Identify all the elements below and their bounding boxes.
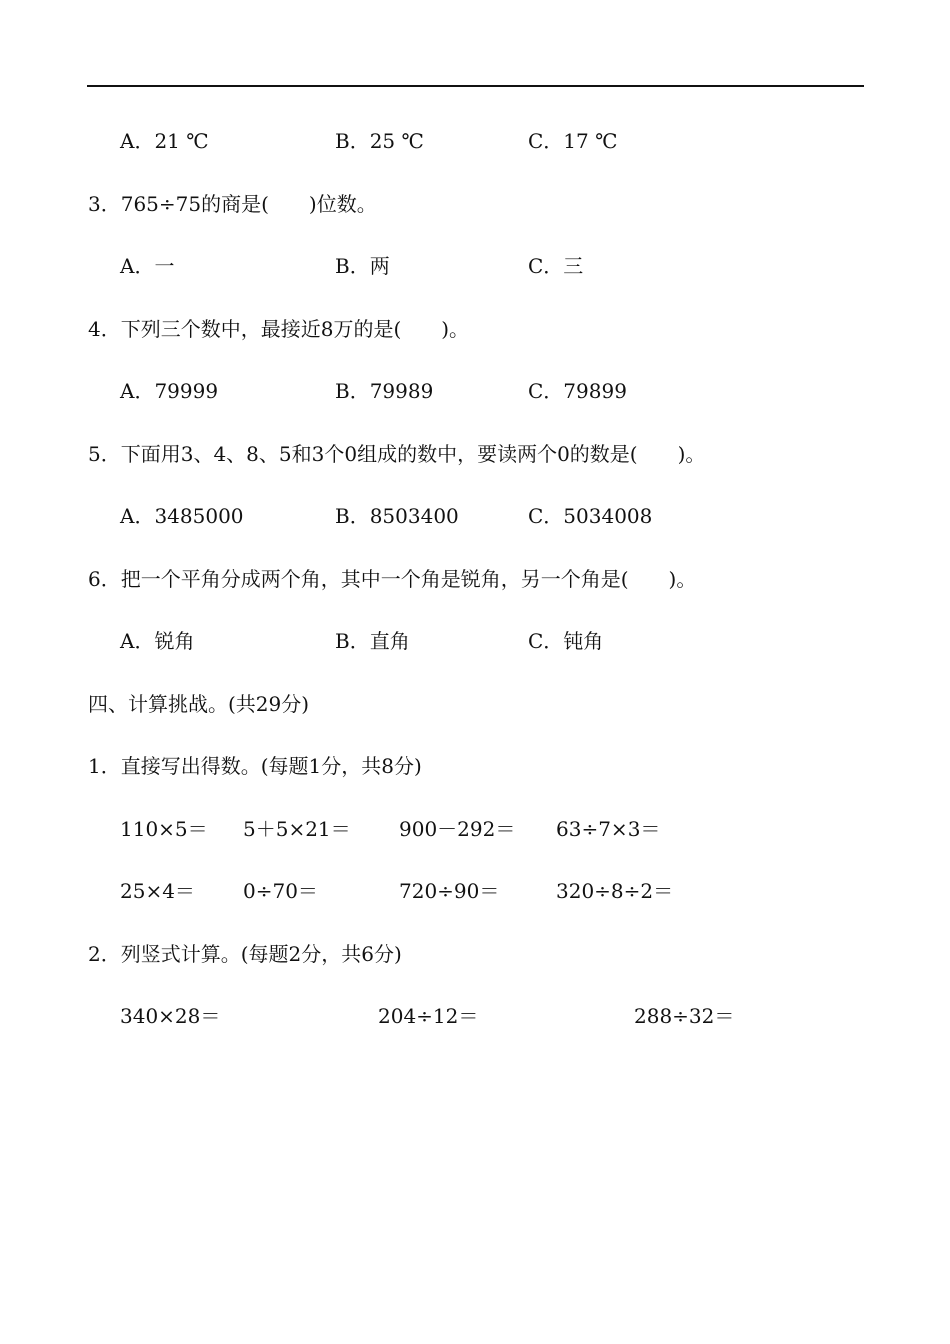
q2-option-a: A．21 ℃ [120,129,209,153]
oral-calc-item: 5＋5×21＝ [243,817,351,841]
section4-title: 四、计算挑战。(共29分) [88,692,310,716]
q5-option-c: C．5034008 [528,504,653,528]
q4-stem: 4．下列三个数中，最接近8万的是( )。 [88,317,470,341]
q4-option-a: A．79999 [120,379,219,403]
q6-option-c: C．钝角 [528,629,604,653]
oral-calc-row-2 [0,878,950,904]
q6-stem: 6．把一个平角分成两个角，其中一个角是锐角，另一个角是( )。 [88,567,697,591]
oral-calc-item: 63÷7×3＝ [556,817,661,841]
q3-options [0,253,950,279]
q3-option-a: A．一 [120,254,175,278]
header-rule [87,85,864,87]
q5-stem: 5．下面用3、4、8、5和3个0组成的数中，要读两个0的数是( )。 [88,442,706,466]
q3-option-b: B．两 [335,254,390,278]
oral-calc-item: 0÷70＝ [243,879,318,903]
oral-calc-row-1 [0,816,950,842]
q6-options [0,628,950,654]
oral-calc-item: 25×4＝ [120,879,195,903]
vertical-calc-item: 204÷12＝ [378,1004,479,1028]
oral-calc-item: 720÷90＝ [399,879,500,903]
q2-option-c: C．17 ℃ [528,129,618,153]
oral-calc-item: 110×5＝ [120,817,208,841]
q5-options [0,503,950,529]
vertical-calc-item: 288÷32＝ [634,1004,735,1028]
q5-option-b: B．8503400 [335,504,459,528]
q4-options [0,378,950,404]
q6-option-b: B．直角 [335,629,410,653]
part1-title: 1．直接写出得数。(每题1分，共8分) [88,754,422,778]
q6-option-a: A．锐角 [120,629,195,653]
oral-calc-item: 900－292＝ [399,817,516,841]
vertical-calc-row [0,1003,950,1029]
q5-option-a: A．3485000 [120,504,244,528]
q3-stem: 3．765÷75的商是( )位数。 [88,192,377,216]
q2-option-b: B．25 ℃ [335,129,424,153]
part2-title: 2．列竖式计算。(每题2分，共6分) [88,942,402,966]
q2-options [0,128,950,154]
q4-option-c: C．79899 [528,379,627,403]
q4-option-b: B．79989 [335,379,434,403]
vertical-calc-item: 340×28＝ [120,1004,221,1028]
oral-calc-item: 320÷8÷2＝ [556,879,674,903]
q3-option-c: C．三 [528,254,584,278]
